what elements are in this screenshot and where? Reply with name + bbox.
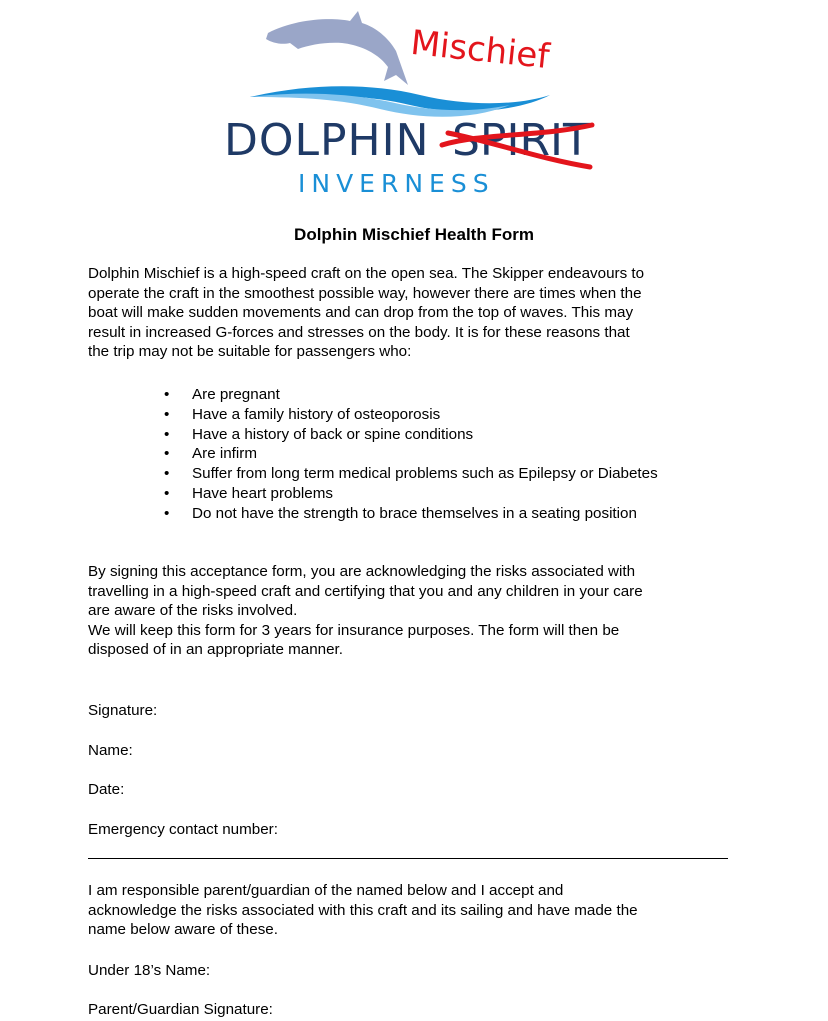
dolphin-mischief-logo: [220, 5, 610, 200]
logo-word-dolphin: DOLPHIN: [224, 115, 430, 166]
intro-paragraph: [88, 264, 738, 362]
date-field-label: Date:: [88, 781, 125, 798]
logo-word-inverness: INVERNESS: [298, 169, 495, 198]
section-divider: [88, 858, 728, 859]
acceptance-paragraph: [88, 562, 738, 660]
intro-line: result in increased G-forces and stresses on the body. It is for these reasons that: [88, 323, 630, 341]
signature-field-label: Signature:: [88, 702, 158, 719]
under18-name-label: Under 18’s Name:: [88, 962, 211, 979]
intro-line: the trip may not be suitable for passengers who:: [88, 343, 412, 361]
list-item: • Are pregnant: [148, 385, 658, 405]
guardian-line: name below aware of these.: [88, 921, 278, 939]
intro-line: operate the craft in the smoothest possible way, however there are times when the: [88, 284, 642, 302]
list-item: • Have heart problems: [148, 484, 658, 504]
acceptance-line: are aware of the risks involved.: [88, 602, 298, 620]
parent-signature-label: Parent/Guardian Signature:: [88, 1001, 273, 1018]
conditions-list: [148, 385, 658, 524]
list-item: • Have a history of back or spine conditions: [148, 425, 658, 445]
list-item: • Do not have the strength to brace themselves in a seating position: [148, 504, 658, 524]
acceptance-line: We will keep this form for 3 years for insurance purposes. The form will then be: [88, 621, 620, 639]
name-field-label: Name:: [88, 742, 133, 759]
intro-line: Dolphin Mischief is a high-speed craft on the open sea. The Skipper endeavours to: [88, 265, 645, 282]
list-item: • Suffer from long term medical problems such as Epilepsy or Diabetes: [148, 464, 658, 484]
logo-word-mischief: Mischief: [408, 22, 552, 78]
acceptance-line: disposed of in an appropriate manner.: [88, 641, 343, 659]
logo-word-spirit: SPIRIT: [452, 115, 590, 166]
guardian-line: I am responsible parent/guardian of the named below and I accept and: [88, 882, 564, 899]
guardian-paragraph: [88, 881, 738, 940]
emergency-contact-label: Emergency contact number:: [88, 821, 278, 838]
list-item: • Are infirm: [148, 444, 658, 464]
acceptance-line: travelling in a high-speed craft and certifying that you and any children in your care: [88, 582, 643, 600]
guardian-line: acknowledge the risks associated with this craft and its sailing and have made the: [88, 901, 638, 919]
intro-line: boat will make sudden movements and can drop from the top of waves. This may: [88, 304, 634, 322]
acceptance-line: By signing this acceptance form, you are acknowledging the risks associated with: [88, 563, 636, 580]
list-item: • Have a family history of osteoporosis: [148, 405, 658, 425]
dolphin-icon: [266, 11, 408, 85]
page-title: Dolphin Mischief Health Form: [294, 225, 534, 244]
